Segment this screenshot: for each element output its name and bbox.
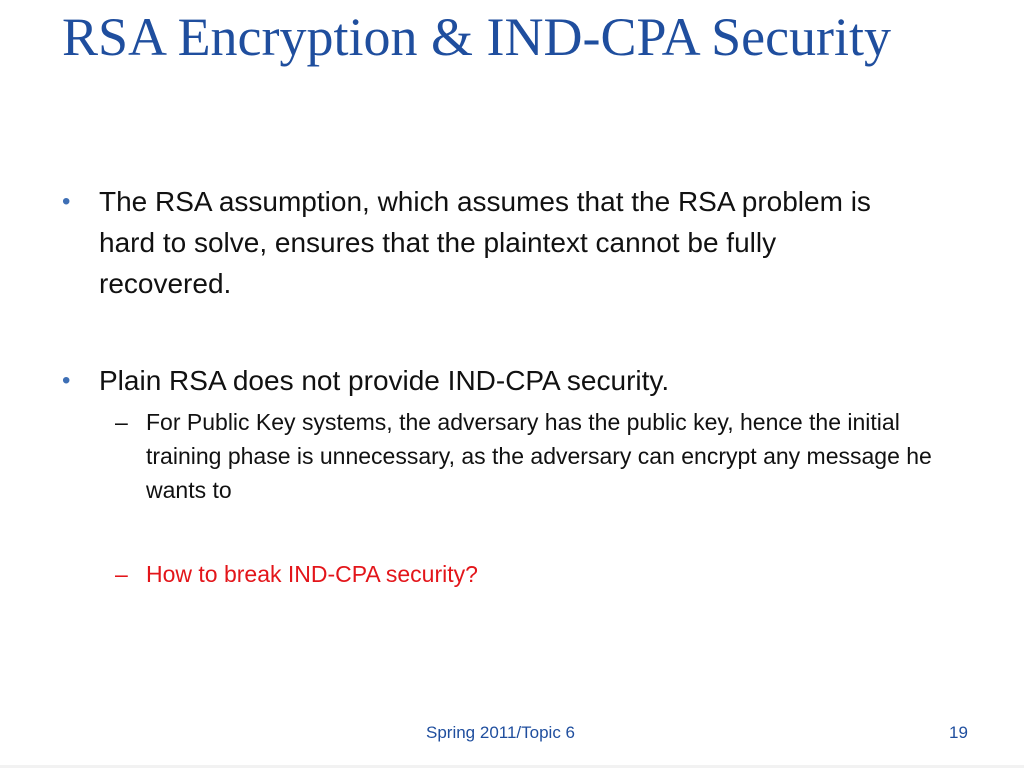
bullet-marker: • <box>62 188 71 215</box>
bullet-plain-rsa <box>62 360 902 401</box>
slide-title: RSA Encryption & IND-CPA Security <box>62 7 892 67</box>
bullet-rsa-assumption <box>62 181 902 304</box>
footer-page-number: 19 <box>949 723 968 742</box>
sub-bullet-marker: – <box>115 409 128 435</box>
sub-bullet-marker: – <box>115 561 128 587</box>
sub-bullet-public-key <box>115 405 975 507</box>
sub-bullet-text: How to break IND-CPA security? <box>146 561 478 587</box>
sub-bullet-text: For Public Key systems, the adversary has the public key, hence the initial training phase is unnecessary, as the adversary can encrypt any message he wants to <box>146 409 932 503</box>
bullet-text: The RSA assumption, which assumes that the RSA problem is hard to solve, ensures that the plaintext cannot be fully recovered. <box>99 186 871 299</box>
footer-course: Spring 2011/Topic 6 <box>426 723 576 742</box>
bullet-marker: • <box>62 367 71 394</box>
bullet-text: Plain RSA does not provide IND-CPA security. <box>99 365 670 396</box>
sub-bullet-question <box>115 557 975 591</box>
